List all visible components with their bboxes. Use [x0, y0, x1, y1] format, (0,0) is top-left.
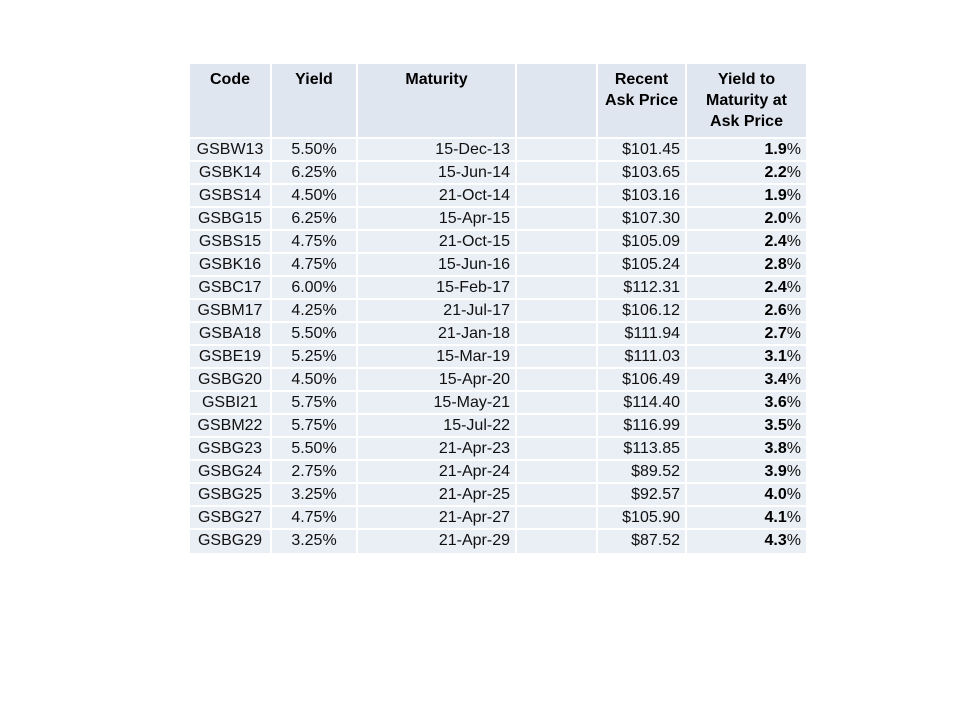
cell-code: GSBK16: [190, 254, 272, 277]
table-header-row: [190, 64, 806, 139]
cell-spacer: [517, 369, 598, 392]
cell-spacer: [517, 254, 598, 277]
cell-ytm-at-ask-price: 2.4%: [687, 231, 806, 254]
cell-spacer: [517, 392, 598, 415]
cell-maturity: 21-Apr-25: [358, 484, 517, 507]
cell-recent-ask-price: $105.09: [598, 231, 687, 254]
cell-ytm-at-ask-price: 2.4%: [687, 277, 806, 300]
cell-yield: 4.75%: [272, 507, 358, 530]
cell-yield: 5.25%: [272, 346, 358, 369]
table-row: [190, 346, 806, 369]
cell-ytm-at-ask-price: 3.6%: [687, 392, 806, 415]
cell-code: GSBM22: [190, 415, 272, 438]
cell-code: GSBG15: [190, 208, 272, 231]
cell-yield: 2.75%: [272, 461, 358, 484]
cell-spacer: [517, 185, 598, 208]
column-header-yield: Yield: [272, 64, 358, 139]
cell-ytm-at-ask-price: 2.0%: [687, 208, 806, 231]
cell-recent-ask-price: $111.94: [598, 323, 687, 346]
cell-spacer: [517, 277, 598, 300]
cell-maturity: 15-Apr-15: [358, 208, 517, 231]
cell-ytm-at-ask-price: 2.2%: [687, 162, 806, 185]
cell-recent-ask-price: $103.65: [598, 162, 687, 185]
cell-recent-ask-price: $114.40: [598, 392, 687, 415]
cell-spacer: [517, 162, 598, 185]
cell-code: GSBG23: [190, 438, 272, 461]
column-header-maturity: Maturity: [358, 64, 517, 139]
table-row: [190, 162, 806, 185]
table-row: [190, 185, 806, 208]
cell-recent-ask-price: $111.03: [598, 346, 687, 369]
cell-maturity: 15-Feb-17: [358, 277, 517, 300]
table-row: [190, 461, 806, 484]
cell-ytm-at-ask-price: 2.7%: [687, 323, 806, 346]
cell-yield: 3.25%: [272, 530, 358, 553]
cell-code: GSBE19: [190, 346, 272, 369]
table-row: [190, 438, 806, 461]
table-row: [190, 530, 806, 553]
cell-yield: 3.25%: [272, 484, 358, 507]
cell-code: GSBI21: [190, 392, 272, 415]
table-row: [190, 254, 806, 277]
cell-ytm-at-ask-price: 4.3%: [687, 530, 806, 553]
cell-maturity: 21-Apr-24: [358, 461, 517, 484]
cell-code: GSBK14: [190, 162, 272, 185]
cell-spacer: [517, 346, 598, 369]
cell-ytm-at-ask-price: 1.9%: [687, 139, 806, 162]
table-body: [190, 139, 806, 553]
column-header-ytm-at-ask-price: Yield to Maturity at Ask Price: [687, 64, 806, 139]
cell-code: GSBW13: [190, 139, 272, 162]
cell-recent-ask-price: $106.12: [598, 300, 687, 323]
cell-maturity: 15-Mar-19: [358, 346, 517, 369]
cell-yield: 6.25%: [272, 162, 358, 185]
cell-spacer: [517, 139, 598, 162]
cell-yield: 4.25%: [272, 300, 358, 323]
cell-ytm-at-ask-price: 2.6%: [687, 300, 806, 323]
cell-yield: 5.50%: [272, 438, 358, 461]
cell-code: GSBG20: [190, 369, 272, 392]
cell-recent-ask-price: $107.30: [598, 208, 687, 231]
cell-maturity: 21-Oct-15: [358, 231, 517, 254]
table-row: [190, 392, 806, 415]
table-row: [190, 484, 806, 507]
cell-code: GSBA18: [190, 323, 272, 346]
bond-table: [190, 64, 806, 553]
cell-yield: 6.00%: [272, 277, 358, 300]
cell-yield: 4.75%: [272, 231, 358, 254]
cell-recent-ask-price: $106.49: [598, 369, 687, 392]
cell-yield: 6.25%: [272, 208, 358, 231]
table-row: [190, 415, 806, 438]
cell-yield: 5.75%: [272, 415, 358, 438]
cell-ytm-at-ask-price: 3.9%: [687, 461, 806, 484]
cell-code: GSBG29: [190, 530, 272, 553]
column-header-spacer: [517, 64, 598, 139]
table-row: [190, 369, 806, 392]
table-row: [190, 208, 806, 231]
cell-spacer: [517, 484, 598, 507]
cell-spacer: [517, 323, 598, 346]
cell-spacer: [517, 530, 598, 553]
cell-spacer: [517, 507, 598, 530]
table-row: [190, 277, 806, 300]
cell-maturity: 15-Apr-20: [358, 369, 517, 392]
cell-spacer: [517, 461, 598, 484]
cell-code: GSBM17: [190, 300, 272, 323]
cell-yield: 5.50%: [272, 139, 358, 162]
column-header-code: Code: [190, 64, 272, 139]
cell-recent-ask-price: $105.24: [598, 254, 687, 277]
table-row: [190, 323, 806, 346]
table-row: [190, 139, 806, 162]
cell-code: GSBG27: [190, 507, 272, 530]
cell-ytm-at-ask-price: 4.1%: [687, 507, 806, 530]
cell-code: GSBC17: [190, 277, 272, 300]
table-row: [190, 300, 806, 323]
cell-yield: 5.75%: [272, 392, 358, 415]
cell-yield: 4.50%: [272, 369, 358, 392]
table-row: [190, 231, 806, 254]
cell-maturity: 15-Jul-22: [358, 415, 517, 438]
cell-code: GSBS14: [190, 185, 272, 208]
cell-yield: 5.50%: [272, 323, 358, 346]
cell-spacer: [517, 231, 598, 254]
cell-yield: 4.75%: [272, 254, 358, 277]
cell-maturity: 21-Apr-29: [358, 530, 517, 553]
cell-code: GSBG25: [190, 484, 272, 507]
cell-ytm-at-ask-price: 3.1%: [687, 346, 806, 369]
cell-ytm-at-ask-price: 1.9%: [687, 185, 806, 208]
cell-ytm-at-ask-price: 2.8%: [687, 254, 806, 277]
cell-recent-ask-price: $92.57: [598, 484, 687, 507]
cell-recent-ask-price: $103.16: [598, 185, 687, 208]
cell-spacer: [517, 208, 598, 231]
cell-recent-ask-price: $101.45: [598, 139, 687, 162]
table-row: [190, 507, 806, 530]
cell-ytm-at-ask-price: 3.8%: [687, 438, 806, 461]
cell-recent-ask-price: $105.90: [598, 507, 687, 530]
cell-ytm-at-ask-price: 3.4%: [687, 369, 806, 392]
column-header-recent-ask-price: Recent Ask Price: [598, 64, 687, 139]
cell-maturity: 21-Jan-18: [358, 323, 517, 346]
cell-code: GSBG24: [190, 461, 272, 484]
cell-maturity: 21-Oct-14: [358, 185, 517, 208]
cell-maturity: 15-Jun-14: [358, 162, 517, 185]
cell-recent-ask-price: $113.85: [598, 438, 687, 461]
cell-recent-ask-price: $112.31: [598, 277, 687, 300]
cell-recent-ask-price: $116.99: [598, 415, 687, 438]
cell-maturity: 15-May-21: [358, 392, 517, 415]
cell-maturity: 21-Apr-23: [358, 438, 517, 461]
cell-recent-ask-price: $87.52: [598, 530, 687, 553]
cell-yield: 4.50%: [272, 185, 358, 208]
cell-ytm-at-ask-price: 4.0%: [687, 484, 806, 507]
cell-spacer: [517, 415, 598, 438]
cell-maturity: 15-Dec-13: [358, 139, 517, 162]
cell-maturity: 15-Jun-16: [358, 254, 517, 277]
cell-spacer: [517, 438, 598, 461]
cell-code: GSBS15: [190, 231, 272, 254]
cell-ytm-at-ask-price: 3.5%: [687, 415, 806, 438]
cell-maturity: 21-Jul-17: [358, 300, 517, 323]
cell-spacer: [517, 300, 598, 323]
cell-maturity: 21-Apr-27: [358, 507, 517, 530]
cell-recent-ask-price: $89.52: [598, 461, 687, 484]
